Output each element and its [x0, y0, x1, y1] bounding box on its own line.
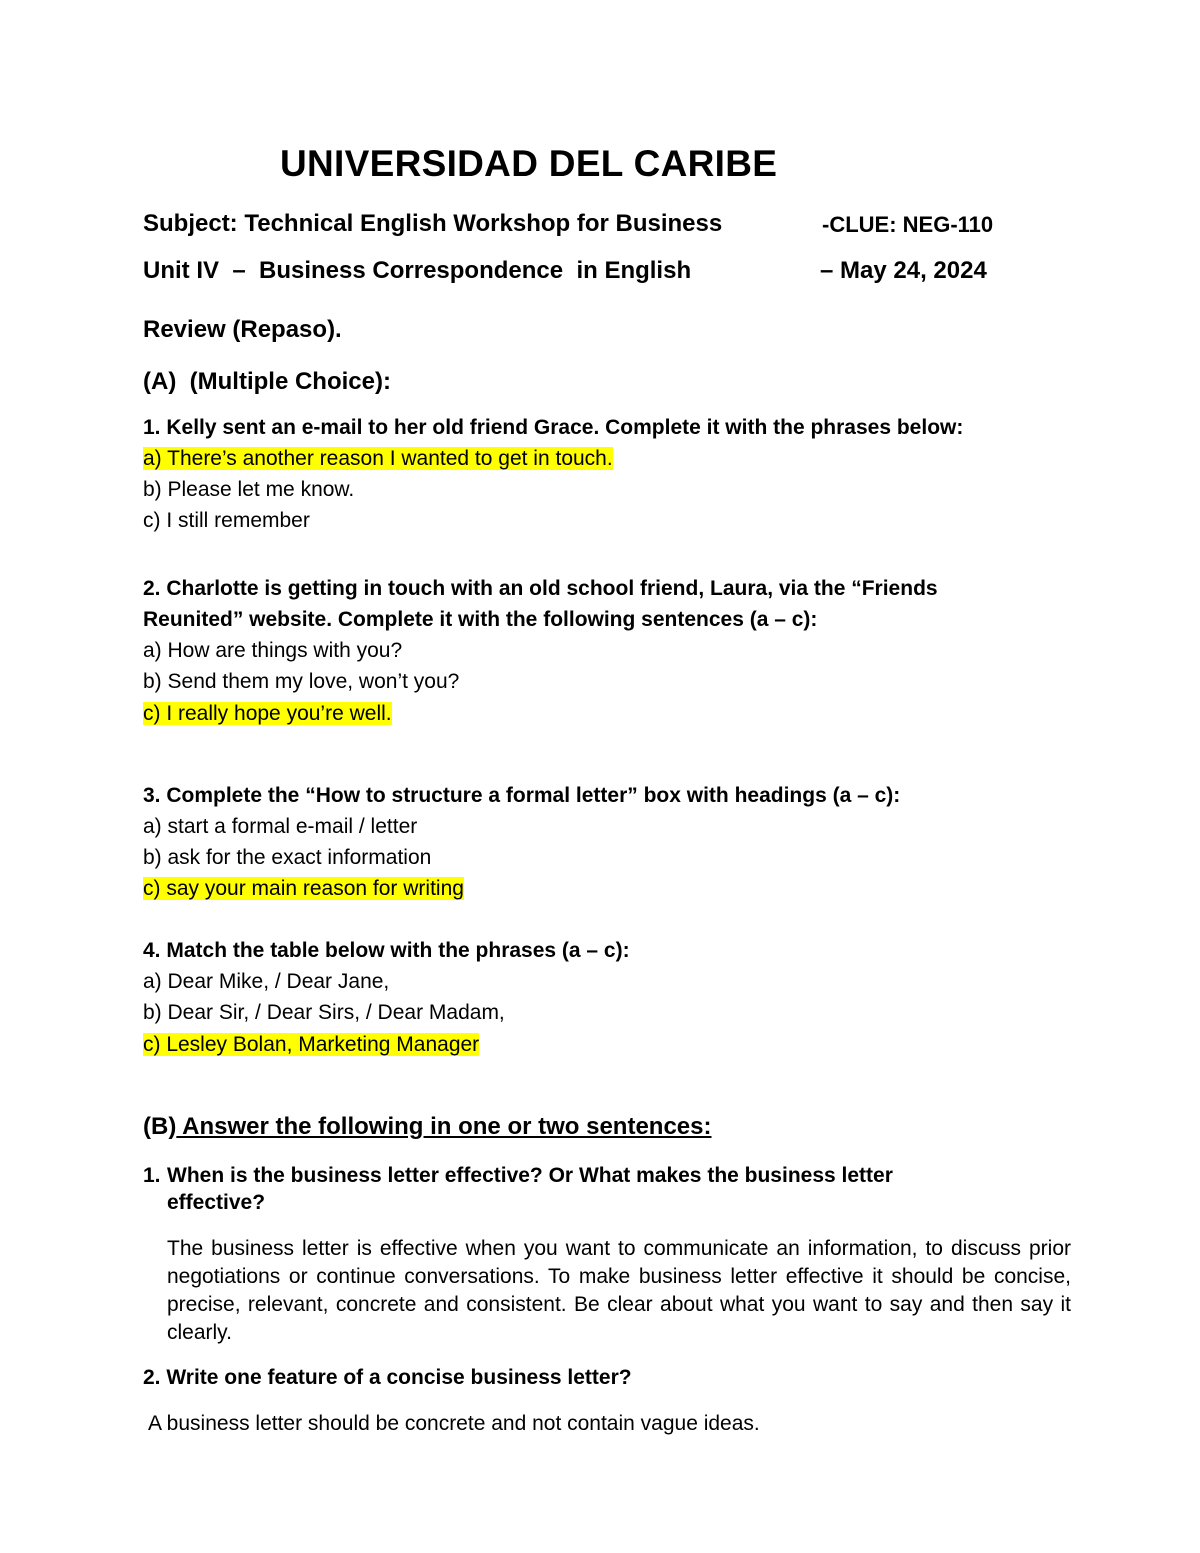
section-b-label: (B): [143, 1113, 177, 1140]
university-title: UNIVERSIDAD DEL CARIBE: [280, 143, 778, 184]
q3-option-c: c) say your main reason for writing: [143, 877, 464, 900]
question-2-prompt-line2: Reunited” website. Complete it with the following sentences (a – c):: [143, 608, 818, 631]
section-b-heading: Answer the following in one or two sentences:: [176, 1113, 712, 1140]
q4-option-c: c) Lesley Bolan, Marketing Manager: [143, 1033, 480, 1056]
q1-option-b: b) Please let me know.: [143, 478, 355, 501]
q4-option-b: b) Dear Sir, / Dear Sirs, / Dear Madam,: [143, 1001, 505, 1024]
q3-option-a: a) start a formal e-mail / letter: [143, 815, 418, 838]
section-b-title: [143, 1113, 712, 1141]
subject-label: Subject:: [143, 210, 238, 237]
review-title: Review (Repaso).: [143, 316, 342, 343]
section-b-q1-prompt-line1: When is the business letter effective? Or What makes the business letter: [167, 1164, 893, 1187]
section-b-q2-prompt: 2. Write one feature of a concise business letter?: [143, 1366, 632, 1389]
date: – May 24, 2024: [820, 257, 987, 284]
q2-option-a: a) How are things with you?: [143, 639, 403, 662]
q4-option-a: a) Dear Mike, / Dear Jane,: [143, 970, 390, 993]
q3-option-b: b) ask for the exact information: [143, 846, 432, 869]
q2-option-c: c) I really hope you’re well.: [143, 702, 392, 725]
section-a-title: (A) (Multiple Choice):: [143, 368, 391, 395]
question-2-prompt-line1: 2. Charlotte is getting in touch with an old school friend, Laura, via the “Friends: [143, 577, 938, 600]
question-4-prompt: 4. Match the table below with the phrases (a – c):: [143, 939, 630, 962]
unit-title: Unit IV – Business Correspondence in English: [143, 257, 692, 284]
q2-option-b: b) Send them my love, won’t you?: [143, 670, 460, 693]
q1-option-a: a) There’s another reason I wanted to get in touch.: [143, 447, 613, 470]
section-b-q2-answer: A business letter should be concrete and not contain vague ideas.: [148, 1412, 760, 1435]
q1-option-c: c) I still remember: [143, 509, 310, 532]
question-3-prompt: 3. Complete the “How to structure a formal letter” box with headings (a – c):: [143, 784, 901, 807]
section-b-q1-prompt-line2: effective?: [167, 1191, 266, 1214]
course-clue: -CLUE: NEG-110: [822, 212, 994, 237]
section-b-q1-number: 1.: [143, 1164, 161, 1187]
subject-value: Technical English Workshop for Business: [244, 210, 723, 237]
section-b-q1-answer: The business letter is effective when you want to communicate an information, to discuss prior negotiations or continue conversations. To make business letter effective it should be concise, precise, relevant, concrete and consistent. Be clear about what you want to say and then say it clearly.: [167, 1237, 1071, 1344]
subject-line: [143, 210, 722, 238]
question-1-prompt: 1. Kelly sent an e-mail to her old friend Grace. Complete it with the phrases below:: [143, 416, 964, 439]
